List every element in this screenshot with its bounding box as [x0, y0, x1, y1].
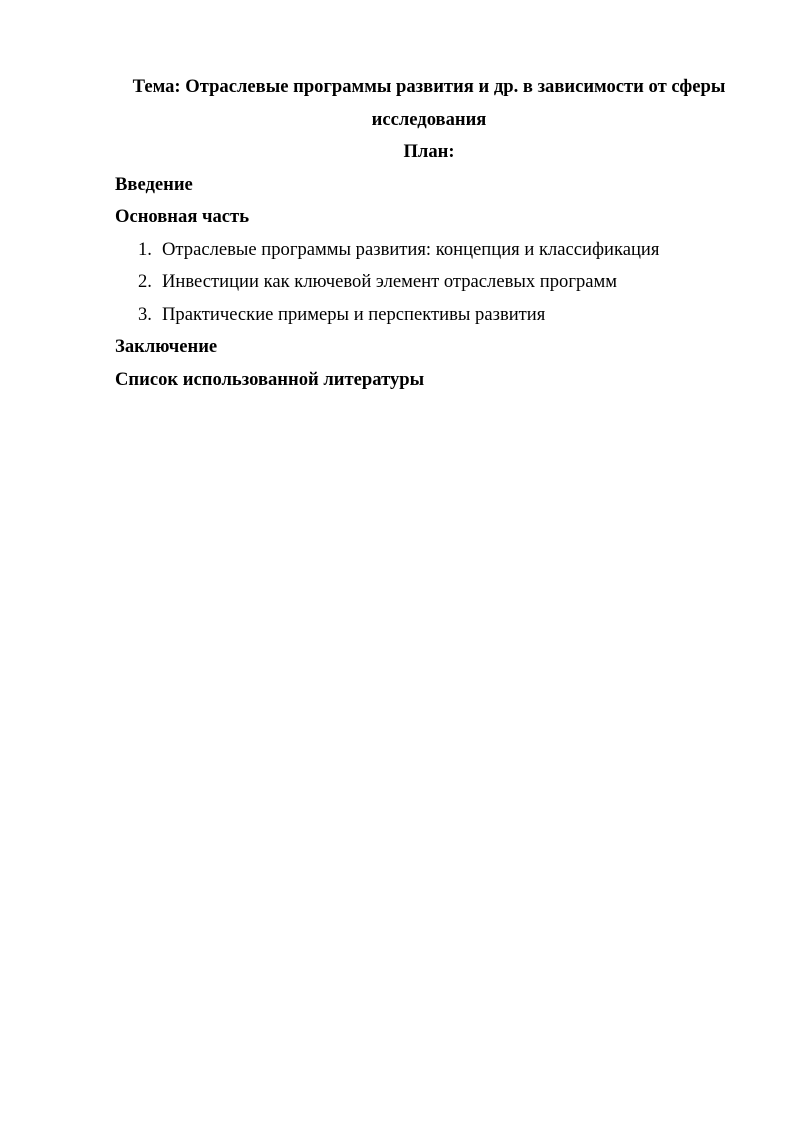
- section-references: Список использованной литературы: [115, 369, 425, 390]
- plan-heading: План:: [403, 141, 455, 162]
- section-main-part: Основная часть: [115, 206, 250, 227]
- list-item: [138, 271, 617, 293]
- list-item-text: Практические примеры и перспективы развития: [162, 304, 546, 325]
- list-item: [138, 304, 545, 326]
- list-item-number: 1.: [138, 239, 152, 260]
- list-item-text: Отраслевые программы развития: концепция и классификация: [162, 239, 660, 260]
- list-item: [138, 239, 659, 261]
- section-conclusion: Заключение: [115, 336, 218, 357]
- list-item-number: 3.: [138, 304, 152, 325]
- section-introduction: Введение: [115, 174, 193, 195]
- list-item-text: Инвестиции как ключевой элемент отраслевых программ: [162, 271, 618, 292]
- document-title-line-1: Тема: Отраслевые программы развития и др. в зависимости от сферы: [132, 76, 726, 97]
- document-title-line-2: исследования: [371, 109, 487, 130]
- list-item-number: 2.: [138, 271, 152, 292]
